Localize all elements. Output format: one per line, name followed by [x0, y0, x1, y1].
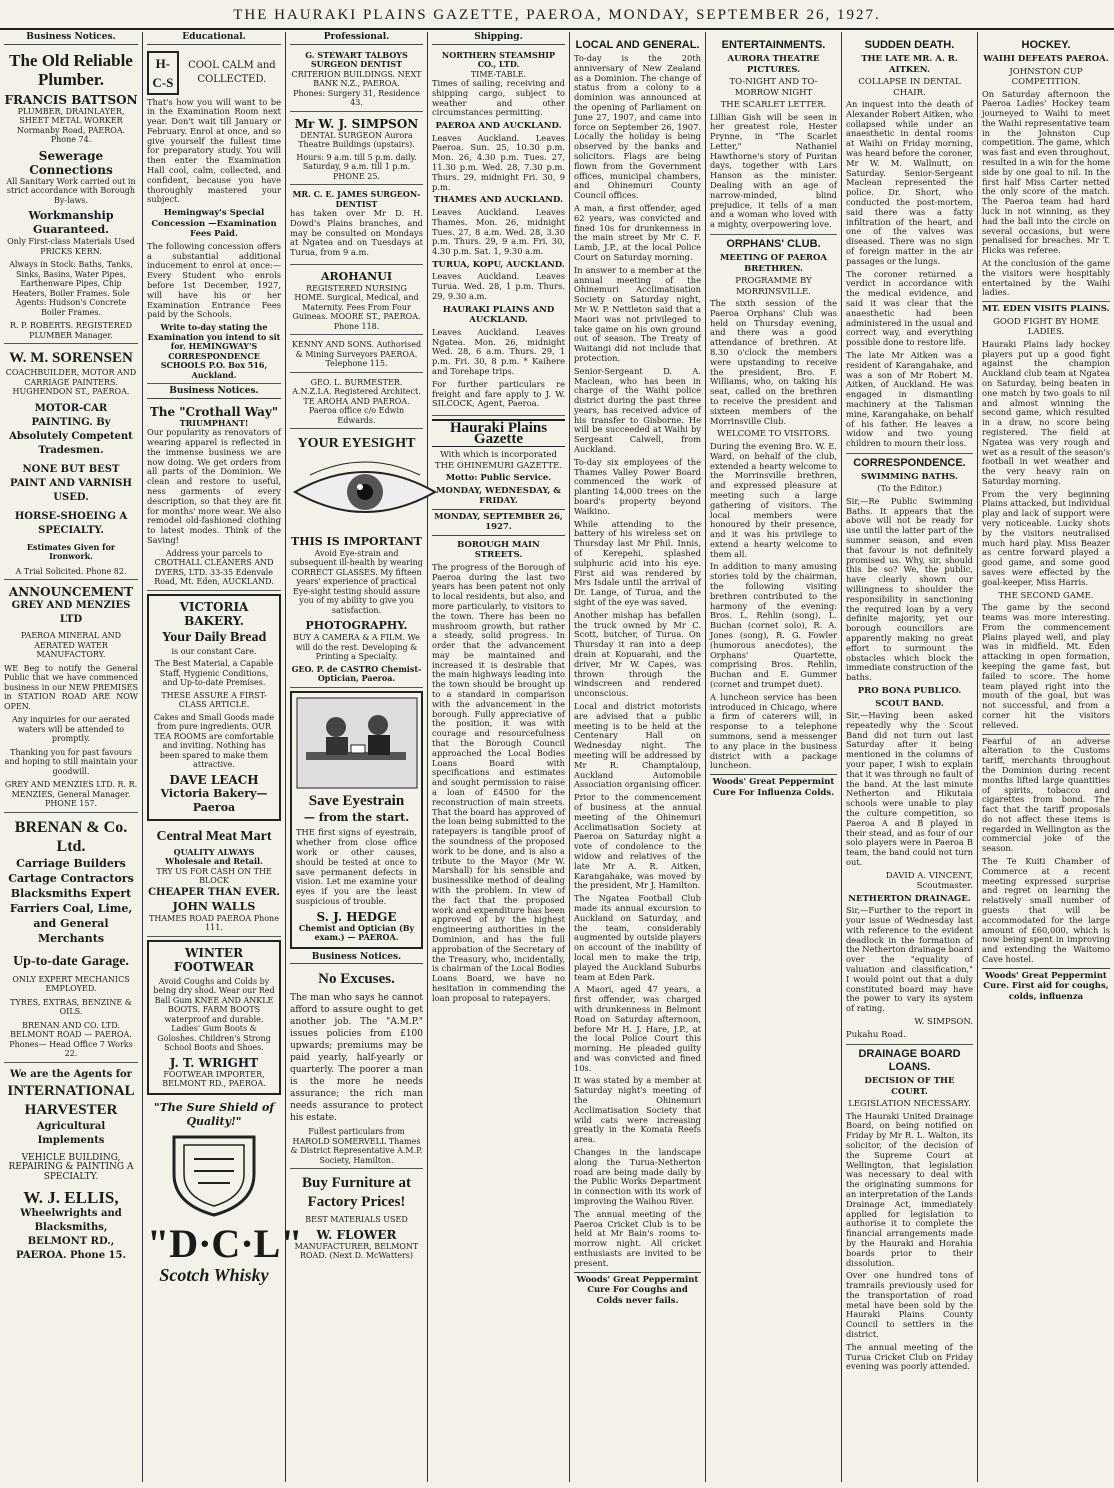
ad-subtitle: Up-to-date Garage.	[13, 953, 129, 969]
ad-text: PAEROA MINERAL AND AERATED WATER MANUFACTORY.	[20, 631, 122, 659]
ad-text: Wholesale and Retail.	[165, 856, 263, 867]
article-subheading: MT. EDEN VISITS PLAINS.	[982, 301, 1110, 315]
route-title: PAEROA AND AUCKLAND.	[435, 121, 562, 132]
article-subheading: COLLAPSE IN DENTAL CHAIR.	[858, 77, 961, 98]
talboys-ad	[290, 48, 423, 112]
ad-subtitle: Hemingway's Special Concession —Examination Fees Paid.	[151, 208, 277, 240]
news-paragraph: The annual meeting of the Paeroa Cricket Club is to be held at Mr Bain's rooms to-morrow night. All cricket enthusiasts are invited to be present.	[574, 1208, 701, 1268]
furniture-ad	[290, 1171, 423, 1264]
news-paragraph: An inquest into the death of Alexander Robert Aitken, who collapsed while under an anaesthetic in dental rooms at Waihi on Friday morning, was heard before the coroner, Mr W. M. Wallnutt, on Saturday. Senior-Sergeant Maclean represented the police. Dr. Short, who conducted the post-mortem, said there was a fatty infiltration of the heart, and one of the valves was diseased. There was no sign of foreign matter in the air passages or the lungs.	[846, 99, 973, 266]
news-paragraph: Hauraki Plains lady hockey players put up a good fight against the champion Auckland club team at Ngatea on Saturday, being beaten in one match by two goals to nil and almost winning the second game, which resulted in a draw, no score being registered. The field at Ngatea was very rough and wet as a result of the season's football in wet weather and the very heavy rain on Saturday morning.	[982, 338, 1110, 486]
ad-text: THESE ASSURE A FIRST-CLASS ARTICLE.	[161, 690, 267, 710]
bakery-ad	[147, 594, 281, 821]
letter-text: Sir,—Further to the report in your issue of Wednesday last with reference to the evident deadlock in the formation of the Netherton drainage board over the "equality of valuation and classification," I would point out that a duly constituted board may have the power to vary its system of rating.	[846, 905, 973, 1014]
route-text: Leaves Auckland. Leaves Turua. Wed. 28, 1 p.m. Thurs. 29, 9.30 a.m.	[432, 271, 565, 302]
ad-title: VICTORIA BAKERY.	[179, 599, 249, 628]
section-header: Professional.	[290, 32, 423, 45]
eyestrain-ad	[290, 691, 423, 949]
ad-title: No Excuses.	[318, 971, 395, 988]
ad-text: BEST MATERIALS USED	[305, 1215, 408, 1225]
route-text: Leaves Auckland. Leaves Ngatea. Mon. 26, midnight Wed. 28, 6 a.m. Thurs. 29, 1 p.m. Fri. 30, 8 p.m. * Kaihere and Torehape trips.	[432, 326, 565, 377]
news-paragraph: Fearful of an adverse alteration to the Customs tariff, merchants throughout the Dominion during recent months lifted large quantities of spirits, tobacco and cigarettes from bond. The fact that the tariff proposals do not affect these items is regarded in Wellington as the commercial joke of the season.	[982, 735, 1110, 854]
column-5	[570, 32, 706, 1482]
news-paragraph: The sixth session of the Paeroa Orphans' Club was held on Thursday evening, and there was a good attendance of brethren. At 8.30 o'clock the members were upstanding to receive the president, Bro. F. Williams, who, on taking his seat, called on the brethren to receive the president and sixteen members of the Morrinsville Club.	[710, 298, 837, 426]
ad-text: WE Beg to notify the General Public that we have commenced business in our NEW PREMISES in STATION ROAD ARE NOW OPEN.	[4, 663, 138, 711]
article-subheading: MEETING OF PAEROA BRETHREN.	[720, 253, 827, 274]
ad-title: INTERNATIONAL HARVESTER	[7, 1082, 135, 1118]
ad-signature: GREY AND MENZIES LTD. R. R. MENZIES, General Manager. PHONE 157.	[4, 780, 138, 808]
ad-text: The Best Material, a Capable Staff, Hygienic Conditions, and Up-to-date Premises.	[154, 659, 274, 688]
section-header: Business Notices.	[290, 952, 423, 965]
article-subheading: SWIMMING BATHS.	[861, 471, 958, 482]
column-7	[842, 32, 978, 1482]
article-subheading: (To the Editor.)	[877, 484, 942, 495]
ad-text: Only First-class Materials Used PRICKS KERN.	[7, 237, 135, 256]
crothall-ad	[147, 402, 281, 591]
news-paragraph: The Te Kuiti Chamber of Commerce at a recent meeting expressed surprise and regret on learning the relatively small number of guests that will be accommodated for the large amount of £60,000, which is now being spent in improving and extending the Waitomo Cave hostel.	[982, 856, 1110, 965]
ad-name: GEO. P. de CASTRO Chemist-Optician, Paeroa.	[291, 663, 422, 684]
ad-text: BRENAN AND CO. LTD. BELMONT ROAD — PAEROA. Phones— Head Office 7 Works 22.	[9, 1020, 133, 1058]
dcl-ad	[147, 1098, 303, 1289]
news-paragraph: Local and district motorists are advised that a public meeting is to be held at the Centenary Hall on Wednesday night. The meeting will be addressed by Mr R. Champtaloup, Auckland Automobile Association organising officer.	[574, 701, 701, 790]
ad-subtitle: Scotch Whisky	[159, 1265, 269, 1286]
ad-title: The "Crothall Way"	[149, 404, 279, 419]
ad-text: has taken over Mr D. H. Dowd's Plains branches, and may be consulted on Mondays at Ngatea and on Tuesdays at Turua, from 9 a.m.	[290, 208, 423, 258]
footer-ad: Woods' Great Peppermint Cure For Coughs and Colds never fails.	[574, 1272, 701, 1307]
news-paragraph: In addition to many amusing stories told by the chairman, the following visiting brethren contributed to the harmony of the evening: Bros. L. Rehlin (song), L. Buchan (cornet solo), R. A. Jones (song), R. G. Fowler (humorous anecdotes), the Orphans' Quartette, comprising Bros. Rehlin, Buchan and E. Gummer (cornet and trumpet duet).	[710, 561, 837, 690]
ad-text: For further particulars re freight and fare apply to J. W. SILCOCK, Agent, Paeroa.	[432, 378, 565, 409]
ad-text: Thanking you for past favours and hoping to still maintain your goodwill.	[4, 747, 138, 776]
ad-text: THAMES ROAD PAEROA Phone 111.	[149, 913, 279, 933]
ad-title: AROHANUI	[321, 269, 392, 283]
news-paragraph: Senior-Sergeant D. A. Maclean, who has been in charge of the Waihi police district during the past three years, has received advice of his transfer to Gisborne. He will be succeeded at Waihi by Sergeant Calwell, from Auckland.	[574, 365, 701, 455]
eye-icon	[290, 457, 440, 527]
ad-name: JOHN WALLS	[172, 899, 256, 913]
ad-subtitle: — from the start.	[303, 811, 410, 825]
letter-text: Sir,—Having been asked repeatedly why the Scout Band did not turn out last Saturday after it being mentioned in the columns of your paper, I wish to explain that it was through no fault of the band. At the last minute Netherton and Hikutaia schools were unable to play the culture competition, so Paeroa A and B played in their stead, and as four of our solo players were in Paeroa B team, the band could not turn out.	[846, 710, 973, 867]
eyesight-ad	[290, 431, 423, 688]
news-paragraph: While attending to the battery of his wireless set on Thursday last Mr Phil. Innis, of Kerepehi, splashed sulphuric acid into his eye. First aid was rendered by Mrs Isdale until the arrival of Dr. Lange, of Turua, and the sight of the eye was saved.	[574, 518, 701, 608]
ad-title: Central Meat Mart	[156, 828, 272, 844]
ad-text: The man who says he cannot afford to assure ought to get another job. The "A.M.P." issues policies from £100 upwards; premiums may be paid yearly, half-yearly or quarterly. The poorer a man is the more he needs assurance; the rich man needs assurance to protect his estate.	[290, 993, 423, 1124]
ad-subtitle: TRIUMPHANT!	[179, 417, 249, 428]
ad-name: S. J. HEDGE	[316, 909, 397, 924]
ad-text: VEHICLE BUILDING, REPAIRING & PAINTING A SPECIALTY.	[8, 1152, 134, 1182]
ad-name: W. FLOWER	[316, 1227, 397, 1242]
ad-text: All Sanitary Work carried out in strict accordance with Borough By-laws.	[6, 176, 136, 205]
section-header: Business Notices.	[147, 386, 281, 399]
ad-text: Estimates Given for Ironwork.	[26, 541, 116, 561]
ad-subtitle: THIS IS IMPORTANT	[291, 534, 422, 548]
arohanui-ad	[290, 267, 423, 336]
gazette-date: MONDAY, SEPTEMBER 26, 1927.	[432, 509, 565, 536]
ad-text: MANUFACTURER, BELMONT ROAD. (Next D. McWatters)	[294, 1241, 419, 1261]
news-paragraph: To-day six employees of the Thames Valley Power Board commenced the work of planting 14,000 trees on the board's property beyond Waikino.	[574, 456, 701, 516]
ad-text: GEO. L. BURMESTER. A.N.Z.I.A. Registered Architect. TE AROHA AND PAEROA. Paeroa office c/o Edwin Edwards.	[292, 377, 421, 425]
james-ad	[290, 187, 423, 265]
ad-title: NORTHERN STEAMSHIP CO., LTD.	[441, 49, 556, 69]
ad-name: W. J. ELLIS,	[23, 1188, 119, 1207]
dcl-logo: "D·C·L"	[147, 1221, 303, 1267]
ad-text: DENTAL SURGEON Aurora Theatre Buildings (upstairs).	[298, 130, 415, 149]
ad-text: TRY US FOR CASH ON THE BLOCK	[156, 866, 272, 886]
news-paragraph: The Ngatea Football Club made its annual excursion to Auckland on Saturday, and the team, considerably augmented by outside players on account of the inability of local men to make the trip, played the Auckland Suburbs team at Eden Park.	[574, 893, 701, 982]
news-paragraph: Another mishap has befallen the truck owned by Mr C. Scott, butcher, of Turua. On Thursday it ran into a deep drain at Kopuarahi, and the driver, Mr W. Capes, was thrown through the windscreen and rendered unconscious.	[574, 609, 701, 699]
column-4	[428, 32, 570, 1482]
grey-menzies-ad	[4, 582, 138, 813]
burmester-ad	[290, 375, 423, 430]
ad-subtitle: Your Daily Bread	[161, 629, 267, 645]
news-paragraph: Changes in the landscape along the Turua-Netherton road are being made daily by the Public Works Department in connection with its work of improving the Waihou River.	[574, 1147, 701, 1207]
section-heading: LOCAL AND GENERAL.	[575, 39, 700, 51]
section-heading: SUDDEN DEATH.	[864, 39, 955, 51]
gazette-days: MONDAY, WEDNESDAY, & FRIDAY.	[436, 485, 561, 507]
column-1	[0, 32, 143, 1482]
ad-text: We are the Agents for	[10, 1068, 132, 1080]
ad-name: FRANCIS BATTSON	[4, 92, 138, 107]
column-6	[706, 32, 842, 1482]
article-subheading: AURORA THEATRE PICTURES.	[727, 54, 820, 75]
editorial-title: BOROUGH MAIN STREETS.	[457, 539, 540, 561]
news-paragraph: From the very beginning Plains attacked, but individual play and lack of support were very noticeable. Lucky shots by the visitors neutralised much hard play. Miss Beazer as centre forward played a good game, and some good saves were effected by the goal-keeper, Miss Harris.	[982, 488, 1110, 587]
news-paragraph: It was stated by a member at Saturday night's meeting of the Ohinemuri Acclimatisation Society that wild cats were increasing greatly in the Komata Reefs area.	[574, 1075, 701, 1145]
ad-text: Hours: 9 a.m. till 5 p.m. daily. Saturday, 9 a.m. till 1 p.m. PHONE 25.	[296, 152, 417, 181]
ad-subtitle: NONE BUT BEST PAINT AND VARNISH USED.	[10, 463, 132, 503]
article-subheading: THE SCARLET LETTER.	[720, 100, 827, 110]
column-2	[143, 32, 303, 1482]
news-paragraph: To-day is the 20th anniversary of New Zealand as a Dominion. The change of status from a colony to a dominion was announced at the opening of Parliament on June 27, 1907, and came into force on September 26, 1907. Locally the holiday is being observed by the banks and solicitors. Flags are being flown from the Government offices, municipal chambers, and Ohinemuri County Council offices.	[574, 53, 701, 201]
ad-title: COOL CALM and COLLECTED.	[188, 59, 276, 85]
news-paragraph: Lillian Gish will be seen in her greatest role, Hester Prynne, in "The Scarlet Letter," Nathaniel Hawthorne's story of Puritan days, together with Lars Hanson as the minister. Dealing with an age of narrow-minded, blind prejudice, it tells of a man and a woman who loved with a mighty, overpowering love.	[710, 111, 837, 230]
section-heading: DRAINAGE BOARD LOANS.	[846, 1044, 973, 1074]
article-subheading: WELCOME TO VISITORS.	[717, 429, 830, 440]
harvester-ad	[4, 1065, 138, 1267]
news-paragraph: A man, a first offender, aged 62 years, was convicted and fined 10s for drunkenness in the main street by Mr C. F. Lamb, J.P., at the local Police Court on Saturday morning.	[574, 202, 701, 262]
ad-subtitle: Workmanship Guaranteed.	[28, 209, 114, 236]
masthead: THE HAURAKI PLAINS GAZETTE, PAEROA, MONDAY, SEPTEMBER 26, 1927.	[0, 0, 1114, 30]
ad-subtitle: HORSE-SHOEING A SPECIALTY.	[14, 510, 128, 536]
article-subheading: SCOUT BAND.	[875, 698, 944, 709]
column-8	[978, 32, 1114, 1482]
ad-text: KENNY AND SONS. Authorised & Mining Surveyors PAEROA. Telephone 115.	[291, 340, 422, 369]
ad-signature: R. P. ROBERTS. REGISTERED PLUMBER Manager.	[9, 321, 133, 340]
gazette-motto: Motto: Public Service.	[445, 473, 552, 484]
article-subheading: NETHERTON DRAINAGE.	[848, 893, 971, 904]
ad-text: QUALITY ALWAYS	[173, 846, 255, 857]
simpson-ad	[290, 114, 423, 186]
ad-subtitle: TIME-TABLE.	[470, 69, 527, 79]
ad-text: Chemist and Optician (By exam.) — PAEROA.	[298, 922, 415, 943]
route-title: HAURAKI PLAINS AND AUCKLAND.	[442, 304, 555, 326]
news-paragraph: In answer to a member at the annual meeting of the Ohinemuri Acclimatisation Society on Saturday night, Mr W. P. Nettleton said that a Maori was not privileged to take game on his own ground out of season. The Treaty of Waitangi did not include that protection.	[574, 264, 701, 363]
ad-text: CRITERION BUILDINGS. NEXT BANK N.Z., PAEROA.	[291, 69, 422, 88]
ad-text: Wheelwrights and Blacksmiths, BELMONT RD., PAEROA. Phone 15.	[16, 1208, 126, 1261]
ad-text: Address your parcels to CROTHALL CLEANERS AND DYERS, LTD. 33-35 Edenvale Road, Mt. Eden, AUCKLAND.	[154, 548, 274, 587]
route-text: Leaves Auckland. Leaves Thames. Mon. 26, midnight Tues. 27, 8 a.m. Wed. 28, 3.30 p.m. Thurs. 29, 9 a.m. Fri. 30, 4.30 p.m. Sat. 1, 9.30 a.m.	[432, 206, 565, 257]
editorial-text: The progress of the Borough of Paeroa during the last two years has been patent not only to local residents, but also, and more particularly, to visitors to the town. There has been no mushroom growth, but rather a steady, solid progress. In order that the advancement may be maintained and increased it is desirable that the main highways leading into the town should be brought up to a standard in comparison with the advancement in the borough. Fully appreciative of the position, it was with courage and resourcefulness that the Borough Council approached the Local Bodies Loans Board with specifications and estimates and sought permission to raise a loan of £4500 for the reconstruction of main streets. That the board has approved of the loan being submitted to the ratepayers is tangible proof of the soundness of the proposed work to be done, and is also a tribute to the Mayor (Mr W. Marshall) for his sensible and businesslike method of dealing with the problem. In view of the fact that the proposed work and expenditure has been approved of by the highest engineering authorities in the Dominion, and has the full approbation of the Secretary of the Treasury, who, incidentally, is chairman of the Local Bodies Loans Board, we have no hesitation in commending the loan proposal to ratepayers.	[432, 561, 565, 1003]
ad-text: That's how you will want to be in the Examination Room next year. Don't wait till January or February. Enrol at once, and so give yourself the fullest time for preparatory study. You will then enter the Examination Hall cool, calm, collected, and confident, because you have thoroughly mastered your subject.	[147, 96, 281, 205]
article-subheading: THE SECOND GAME.	[998, 590, 1094, 601]
news-paragraph: Prior to the commencement of business at the annual meeting of the Ohinemuri Acclimatisation Society at Paeroa on Saturday night a vote of condolence to the widow and relatives of the late Mr A. R. Aitken, Karangahake, was moved by the president, Mr J. Hamilton.	[574, 792, 701, 891]
ad-name: DAVE LEACH	[169, 772, 259, 787]
letter-signature: W. SIMPSON.	[914, 1017, 973, 1028]
kenny-ad	[290, 337, 423, 373]
ad-text: Write to-day stating the Examination you intend to sit for. HEMINGWAY'S CORRESPONDENCE SCHOOLS P.O. Box 516, Auckland.	[147, 322, 281, 380]
ad-text: The following concession offers a substantial additional inducement to enrol at once:— Every Student who enrols before 1st December, 1927, will have his or her Examination Entrance Fees paid by the Schools.	[147, 240, 281, 320]
ad-subtitle: GREY AND MENZIES LTD	[11, 600, 131, 625]
ad-subtitle: PHOTOGRAPHY.	[305, 619, 408, 633]
ad-text: Carriage Builders Cartage Contractors Blacksmiths Expert Farriers Coal, Lime, and General Merchants	[8, 856, 134, 945]
ad-text: Times of sailing, receiving and shipping cargo, subject to weather and other circumstances permitting.	[432, 78, 565, 118]
steamship-ad	[432, 48, 565, 417]
ad-title: BRENAN & Co. Ltd.	[14, 818, 128, 855]
ad-text: REGISTERED NURSING HOME. Surgical, Medical, and Maternity. Fees From Four Guineas. MOORE ST., PAEROA. Phone 118.	[292, 283, 421, 331]
ad-title: YOUR EYESIGHT	[297, 436, 416, 452]
section-heading: ENTERTAINMENTS.	[721, 39, 826, 51]
ad-subtitle: Sewerage Connections	[29, 148, 113, 177]
ad-text: PLUMBER, DRAINLAYER, SHEET METAL WORKER Normanby Road, PAEROA. Phone 74.	[16, 106, 126, 144]
ad-subtitle: "The Sure Shield of Quality!"	[153, 1100, 275, 1128]
news-paragraph: During the evening Bro. W. E. Ward, on behalf of the club, extended a hearty welcome to the Morrinsville brethren, and expressed pleasure at meeting such a large gathering of visitors. The local members were honoured by their presence, and it was his privilege to extend a hearty welcome to them all.	[710, 440, 837, 559]
gazette-incorporated: With which is incorporated THE OHINEMURI GAZETTE.	[434, 450, 563, 471]
article-subheading: WAIHI DEFEATS PAEROA.	[983, 54, 1109, 64]
ad-text: THE first signs of eyestrain, whether from close office work or other causes, should be tested at once to save permanent defects in vision. Let me examine your eyes if you are the least suspicious of trouble.	[296, 827, 417, 907]
ad-text: FOOTWEAR IMPORTER, BELMONT RD., PAEROA.	[162, 1069, 266, 1089]
ad-text: is our constant Care.	[171, 646, 257, 656]
ad-text: Avoid Coughs and Colds by being dry shod. Wear our Red Ball Gum KNEE AND ANKLE BOOTS. FARM BOOTS waterproof and durable. Ladies' Gum Boots & Goloshes. Children's Strong School Boots and Shoes.	[153, 976, 275, 1053]
meat-mart-ad	[147, 824, 281, 937]
article-subheading: LEGISLATION NECESSARY.	[848, 1099, 971, 1110]
ad-text: Our popularity as renovators of wearing apparel is reflected in the immense business we are now doing. We get orders from all parts of the Dominion. We clean and restore to useful, ness garments of every description, so that they are fit for months' more wear. We also remodel old-fashioned clothing to latest modes. Think of the Saving!	[147, 427, 281, 545]
ad-banner	[147, 51, 281, 95]
ad-text: Phones: Surgery 31, Residence 43.	[293, 88, 420, 107]
column-3	[286, 32, 428, 1482]
ad-text: Fullest particulars from HAROLD SOMERVELL Thames & District Representative A.M.P. Society, Hamilton.	[290, 1127, 423, 1165]
ad-name: Victoria Bakery—Paeroa	[160, 786, 268, 814]
ad-text: CHEAPER THAN EVER.	[148, 886, 280, 898]
ad-subtitle: MOTOR-CAR PAINTING. By Absolutely Competent Tradesmen.	[9, 402, 133, 456]
news-paragraph: The coroner returned a verdict in accordance with the medical evidence, and said it was clear that the anaesthetic had been administered in the usual and correct way, and everything possible done to restore life.	[846, 268, 973, 348]
ad-title: Buy Furniture at Factory Prices!	[302, 1175, 411, 1211]
ad-text: COACHBUILDER, MOTOR AND CARRIAGE PAINTERS. HUGHENDON ST., PAEROA.	[5, 368, 137, 396]
letter-text: Sir,—Re Public Swimming Baths. It appears that the above will not be ready for use until the latter part of the summer season, and even that favour is not definitely promised us. Why, sir, should this be so? We, the public, have clearly shown our willingness to shoulder the responsibility in sanctioning the required loan by a very definite majority, yet our borough councillors are apparently making no great effort to surmount the obstacles which block the immediate construction of the baths.	[846, 495, 973, 683]
news-paragraph: The late Mr Aitken was a resident of Karangahake, and was a son of Mr Robert M. Aitken, of Auckland. He was engaged in dismantling machinery at the Talisman mine, Karangahake, on behalf of his father. He leaves a widow and two young children to mourn their loss.	[846, 349, 973, 449]
article-subheading: DECISION OF THE COURT.	[864, 1076, 955, 1097]
news-paragraph: On Saturday afternoon the Paeroa Ladies' Hockey team journeyed to Waihi to meet the Waihi representative team in the Johnston Cup competition. The game, which was fast and even throughout, resulted in a win for the home side by one goal to nil. In the first half Miss Carter netted the only score of the match. The Paeroa team had hard luck in not winning, as they had the ball into the circle on several occasions, but were penalised for breaches. Mr T. Hicks was referee.	[982, 88, 1110, 256]
ad-text: A Trial Solicited. Phone 82.	[15, 566, 127, 576]
article-subheading: THE LATE MR. A. R. AITKEN.	[861, 54, 958, 75]
ad-name: J. T. WRIGHT	[169, 1055, 259, 1070]
article-subheading: TO-NIGHT AND TO-MORROW NIGHT	[729, 77, 818, 98]
news-paragraph: At the conclusion of the game the visitors were hospitably entertained by the Waihi ladies.	[982, 258, 1110, 298]
article-subheading: PROGRAMME BY MORRINSVILLE.	[735, 276, 812, 297]
section-header: Educational.	[147, 32, 281, 45]
route-title: THAMES AND AUCKLAND.	[433, 195, 564, 206]
section-header: Business Notices.	[4, 32, 138, 45]
footwear-ad	[147, 940, 281, 1095]
sorensen-ad	[4, 346, 138, 580]
news-paragraph: The Hauraki United Drainage Board, on being notified on Friday by Mr R. L. Walton, its solicitor, of the decision of the Supreme Court at Wellington, that legislation was necessary to deal with the originating summons for an interpretation of the Lands Drainage Act, immediately applied for legislation to authorise it to complete the financial arrangements made by the Hauraki and Horahia boards prior to their dissolution.	[846, 1110, 973, 1268]
shield-icon	[154, 1129, 274, 1219]
illustration-icon	[296, 697, 418, 789]
amp-ad	[290, 967, 423, 1169]
news-paragraph: A Maori, aged 47 years, a first offender, was charged with drunkenness in Belmont Road on Saturday afternoon, before Mr H. J. Hare, J.P., at the local Police Court this morning. He pleaded guilty and was convicted and fined 10s.	[574, 984, 701, 1073]
article-subheading: JOHNSTON CUP COMPETITION.	[1009, 66, 1083, 87]
ad-title: ANNOUNCEMENT	[8, 585, 134, 599]
footer-ad: Woods' Great Peppermint Cure For Influenza Colds.	[710, 774, 837, 798]
ad-text: Always in Stock: Baths, Tanks, Sinks, Basins, Water Pipes, Earthenware Pipes, Chip Heaters, Boiler Frames. Sole Agents: Hudson's Concrete Boiler Frames.	[9, 260, 133, 317]
ad-title: WINTER FOOTWEAR	[173, 945, 255, 974]
section-heading: ORPHANS' CLUB.	[710, 234, 837, 251]
article-subheading: GOOD FIGHT BY HOME LADIES.	[993, 316, 1099, 338]
ad-text: BUY A CAMERA & A FILM. We will do the rest. Developing & Printing a Specialty.	[293, 633, 420, 662]
section-heading: HOCKEY.	[1021, 39, 1071, 51]
news-paragraph: The game by the second teams was more interesting. From the commencement Plains played well, and play was in midfield. Mt. Eden attacking in open formation, keeping the game fast, but failed to score. The home team played right into the mouth of the goal, but was not successful, and from a corner hit the visitors relieved.	[982, 602, 1110, 730]
gazette-title: Hauraki Plains Gazette	[432, 419, 565, 447]
plumber-ad	[4, 48, 138, 345]
ad-title: MR. C. E. JAMES SURGEON-DENTIST	[292, 189, 421, 209]
ad-title: The Old Reliable Plumber.	[9, 50, 133, 89]
ad-text: Cakes and Small Goods made from pure ingredients. OUR TEA ROOMS are comfortable and inviting. Nothing has been spared to make them attractive.	[153, 712, 275, 770]
letter-signature: DAVID A. VINCENT, Scoutmaster.	[885, 870, 973, 892]
hcs-logo: H-C-S	[147, 51, 179, 95]
ad-text: ONLY EXPERT MECHANICS EMPLOYED.	[12, 974, 130, 993]
news-paragraph: A luncheon service has been introduced in Chicago, where a firm of caterers will, in response to a telephone summons, send a messenger to any place in the business district with a package luncheon.	[710, 691, 837, 771]
route-text: Leaves Auckland. Leaves Paeroa. Sun. 25, 10.30 p.m. Mon. 26, 4.30 p.m. Tues. 27, 11.30 p.m. Wed. 28, 7.30 p.m. Thurs. 29, midnight Fri. 30, 9 p.m.	[432, 132, 565, 192]
brenan-ad	[4, 815, 138, 1063]
section-header: Shipping.	[432, 32, 565, 45]
news-paragraph: Over one hundred tons of tramrails previously used for the transportation of road metal have been sold by the Hauraki Plains County Council to settlers in the district.	[846, 1270, 973, 1340]
hemingway-ad	[147, 48, 281, 385]
ad-text: Any inquiries for our aerated waters will be attended to promptly.	[12, 715, 130, 743]
route-title: TURUA, KOPU, AUCKLAND.	[432, 259, 565, 270]
footer-ad: Woods' Great Peppermint Cure. First aid for coughs, colds, influenza	[982, 968, 1110, 1003]
news-paragraph: The annual meeting of the Turua Cricket Club on Friday evening was poorly attended.	[846, 1341, 973, 1372]
ad-text: TYRES, EXTRAS, BENZINE & OILS.	[10, 997, 132, 1016]
letter-signature: PRO BONA PUBLICO.	[857, 686, 962, 697]
ad-text: Avoid Eye-strain and subsequent ill-health by wearing CORRECT GLASSES. My fifteen years' experience of practical Eye-sight testing should assure you of my ability to give you satisfaction.	[290, 548, 423, 615]
ad-subtitle: Agricultural Implements	[36, 1120, 106, 1146]
ad-title: Save Eyestrain	[308, 793, 405, 810]
letter-signature: Pukahu Road.	[846, 1029, 906, 1040]
ad-title: G. STEWART TALBOYS SURGEON DENTIST	[305, 49, 408, 69]
ad-title: W. M. SORENSEN	[9, 350, 133, 366]
ad-title: Mr W. J. SIMPSON	[294, 116, 419, 131]
section-heading: CORRESPONDENCE.	[846, 453, 973, 470]
